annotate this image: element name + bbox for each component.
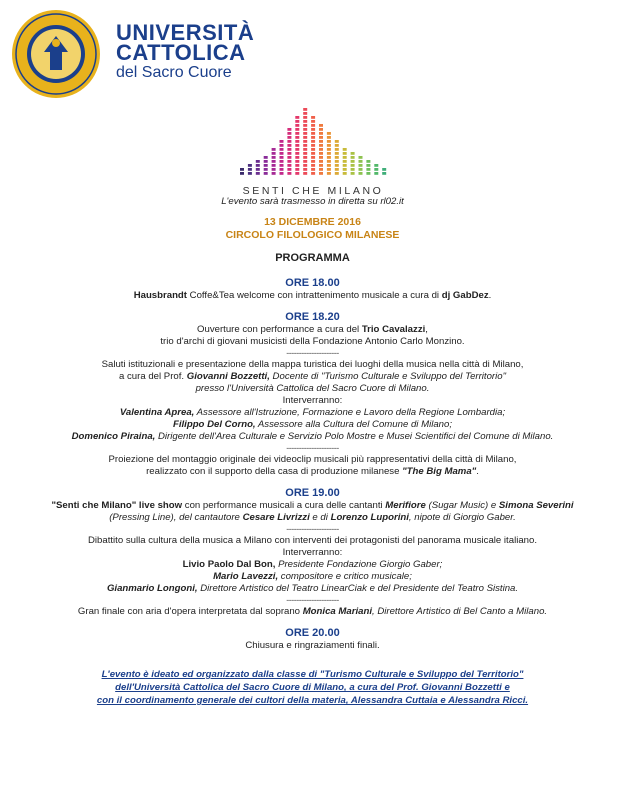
- equalizer-segment: [248, 168, 252, 171]
- equalizer-segment: [303, 160, 307, 163]
- equalizer-segment: [311, 144, 315, 147]
- equalizer-segment: [366, 168, 370, 171]
- speaker-role: compositore e critico musicale;: [278, 571, 412, 582]
- equalizer-segment: [327, 168, 331, 171]
- equalizer-segment: [287, 136, 291, 139]
- footer-line2: dell'Università Cattolica del Sacro Cuore di Milano, a cura del Prof. Giovanni Bozzetti e: [115, 682, 510, 693]
- equalizer-segment: [295, 132, 299, 135]
- equalizer-segment: [303, 156, 307, 159]
- equalizer-segment: [295, 160, 299, 163]
- welcome-text: Coffe&Tea welcome con intrattenimento musicale a cura di: [187, 290, 442, 301]
- equalizer-segment: [295, 164, 299, 167]
- equalizer-segment: [295, 148, 299, 151]
- separator: ---------------------: [286, 443, 339, 453]
- equalizer-segment: [303, 140, 307, 143]
- trio-name: Trio Cavalazzi: [361, 324, 426, 335]
- section-2000: [0, 626, 625, 652]
- equalizer-segment: [280, 144, 284, 147]
- broadcast-note: L'evento sarà trasmesso in diretta su rl02.it: [221, 196, 404, 207]
- equalizer-segment: [343, 148, 347, 151]
- label-text: (Sugar Music) e: [425, 500, 499, 511]
- equalizer-segment: [280, 160, 284, 163]
- equalizer-segment: [287, 172, 291, 175]
- equalizer-segment: [303, 152, 307, 155]
- singer-livrizzi: Cesare Livrizzi: [242, 512, 310, 523]
- production-text: realizzato con il supporto della casa di produzione milanese: [146, 466, 403, 477]
- equalizer-segment: [264, 160, 268, 163]
- equalizer-segment: [319, 136, 323, 139]
- equalizer-segment: [287, 156, 291, 159]
- equalizer-segment: [256, 172, 260, 175]
- equalizer-segment: [311, 164, 315, 167]
- production-company: "The Big Mama": [402, 466, 477, 477]
- event-date: 13 DICEMBRE 2016: [264, 216, 361, 228]
- university-header: [10, 8, 310, 100]
- closing-text: Chiusura e ringraziamenti finali.: [245, 640, 380, 651]
- speaker-dal-bon: Livio Paolo Dal Bon,: [182, 559, 276, 570]
- equalizer-segment: [374, 168, 378, 171]
- equalizer-segment: [359, 160, 363, 163]
- equalizer-segment: [311, 124, 315, 127]
- equalizer-segment: [287, 164, 291, 167]
- equalizer-segment: [311, 168, 315, 171]
- equalizer-segment: [319, 148, 323, 151]
- equalizer-segment: [311, 172, 315, 175]
- equalizer-segment: [287, 140, 291, 143]
- equalizer-segment: [335, 152, 339, 155]
- equalizer-segment: [335, 172, 339, 175]
- equalizer-segment: [327, 148, 331, 151]
- separator: ---------------------: [286, 595, 339, 605]
- equalizer-segment: [287, 128, 291, 131]
- equalizer-segment: [264, 168, 268, 171]
- senti-che-milano-logo: [236, 100, 391, 210]
- institution-text: presso l'Università Cattolica del Sacro Cuore di Milano.: [195, 383, 430, 394]
- speaker-role: Direttore Artistico del Teatro LinearCiak e del Presidente del Teatro Sistina.: [197, 583, 519, 594]
- equalizer-segment: [303, 168, 307, 171]
- equalizer-segment: [280, 168, 284, 171]
- speaker-lavezzi: Mario Lavezzi,: [213, 571, 279, 582]
- equalizer-segment: [303, 128, 307, 131]
- equalizer-segment: [264, 164, 268, 167]
- event-venue: CIRCOLO FILOLOGICO MILANESE: [225, 229, 400, 241]
- equalizer-segment: [319, 124, 323, 127]
- equalizer-segment: [319, 152, 323, 155]
- time-1900: ORE 19.00: [285, 487, 340, 499]
- ouverture-text: Ouverture con performance a cura del: [197, 324, 362, 335]
- speakers-label: Interverranno:: [282, 395, 343, 406]
- equalizer-segment: [287, 144, 291, 147]
- equalizer-segment: [295, 124, 299, 127]
- equalizer-segment: [311, 152, 315, 155]
- equalizer-segment: [374, 164, 378, 167]
- footer-line3: con il coordinamento generale dei cultori della materia, Alessandra Cuttaia e Alessandra Ricci.: [96, 695, 529, 706]
- equalizer-segment: [264, 172, 268, 175]
- equalizer-segment: [327, 136, 331, 139]
- equalizer-segment: [295, 144, 299, 147]
- speaker-role: Docente di "Turismo Culturale e Sviluppo del Territorio": [269, 371, 506, 382]
- equalizer-segment: [248, 164, 252, 167]
- equalizer-segment: [319, 128, 323, 131]
- equalizer-segment: [303, 120, 307, 123]
- equalizer-segment: [319, 144, 323, 147]
- separator: ---------------------: [286, 524, 339, 534]
- equalizer-segment: [343, 160, 347, 163]
- equalizer-segment: [256, 164, 260, 167]
- equalizer-segment: [319, 156, 323, 159]
- equalizer-segment: [280, 156, 284, 159]
- equalizer-segment: [248, 172, 252, 175]
- equalizer-segment: [343, 172, 347, 175]
- equalizer-segment: [280, 148, 284, 151]
- equalizer-segment: [351, 152, 355, 155]
- equalizer-segment: [295, 120, 299, 123]
- equalizer-segment: [311, 132, 315, 135]
- equalizer-segment: [272, 164, 276, 167]
- performance-text: con performance musicali a cura delle cantanti: [182, 500, 386, 511]
- equalizer-segment: [327, 172, 331, 175]
- equalizer-segment: [272, 156, 276, 159]
- equalizer-segment: [303, 172, 307, 175]
- university-line1: UNIVERSITÀ: [116, 20, 255, 45]
- equalizer-segment: [319, 168, 323, 171]
- equalizer-segment: [327, 152, 331, 155]
- event-program: [0, 196, 625, 707]
- singer-luporini: Lorenzo Luporini: [330, 512, 409, 523]
- equalizer-segment: [303, 164, 307, 167]
- equalizer-segment: [256, 160, 260, 163]
- equalizer-segment: [335, 140, 339, 143]
- equalizer-segment: [351, 156, 355, 159]
- equalizer-segment: [303, 144, 307, 147]
- speaker-role: Assessore all'Istruzione, Formazione e Lavoro della Regione Lombardia;: [194, 407, 506, 418]
- singer-severini: Simona Severini: [498, 500, 574, 511]
- equalizer-segment: [335, 168, 339, 171]
- equalizer-segment: [303, 148, 307, 151]
- time-2000: ORE 20.00: [285, 627, 340, 639]
- soprano-mariani: Monica Mariani: [302, 606, 372, 617]
- equalizer-segment: [351, 160, 355, 163]
- equalizer-segment: [327, 132, 331, 135]
- equalizer-segment: [295, 128, 299, 131]
- finale-text: Gran finale con aria d'opera interpretata dal soprano: [77, 606, 303, 617]
- equalizer-segment: [240, 168, 244, 171]
- equalizer-segment: [303, 136, 307, 139]
- equalizer-segment: [256, 168, 260, 171]
- equalizer-segment: [272, 148, 276, 151]
- punct: .: [476, 466, 479, 477]
- equalizer-segment: [295, 140, 299, 143]
- equalizer-segment: [295, 156, 299, 159]
- equalizer-segment: [319, 140, 323, 143]
- equalizer-segment: [343, 156, 347, 159]
- speaker-aprea: Valentina Aprea,: [119, 407, 195, 418]
- equalizer-segment: [311, 148, 315, 151]
- equalizer-segment: [311, 160, 315, 163]
- singer-merifiore: Merifiore: [385, 500, 426, 511]
- equalizer-segment: [280, 164, 284, 167]
- trio-description: trio d'archi di giovani musicisti della Fondazione Antonio Carlo Monzino.: [160, 336, 465, 347]
- speaker-role: Dirigente dell'Area Culturale e Servizio Polo Mostre e Musei Scientifici del Comune di Milano.: [155, 431, 554, 442]
- equalizer-segment: [327, 156, 331, 159]
- projection-text: Proiezione del montaggio originale dei videoclip musicali più rappresentativi della città di Milano,: [108, 454, 517, 465]
- equalizer-segment: [303, 108, 307, 111]
- equalizer-segment: [303, 112, 307, 115]
- punct: .: [488, 290, 492, 301]
- equalizer-segment: [287, 132, 291, 135]
- equalizer-segment: [295, 172, 299, 175]
- equalizer-segment: [280, 140, 284, 143]
- equalizer-segment: [382, 168, 386, 171]
- section-1800: [0, 276, 625, 302]
- nephew-text: , nipote di Giorgio Gaber.: [408, 512, 516, 523]
- equalizer-segment: [303, 132, 307, 135]
- equalizer-segment: [311, 128, 315, 131]
- separator: ---------------------: [286, 348, 339, 358]
- equalizer-segment: [280, 152, 284, 155]
- equalizer-segment: [366, 164, 370, 167]
- speaker-piraina: Domenico Piraina,: [71, 431, 156, 442]
- equalizer-segment: [311, 156, 315, 159]
- equalizer-segment: [351, 168, 355, 171]
- university-line2: CATTOLICA: [116, 40, 246, 65]
- equalizer-segment: [311, 116, 315, 119]
- equalizer-segment: [335, 156, 339, 159]
- equalizer-segment: [382, 172, 386, 175]
- equalizer-segment: [366, 160, 370, 163]
- section-1900: [0, 486, 625, 618]
- organizer-footer: [0, 668, 625, 707]
- time-1800: ORE 18.00: [285, 277, 340, 289]
- equalizer-segment: [295, 136, 299, 139]
- equalizer-segment: [303, 116, 307, 119]
- equalizer-segment: [311, 136, 315, 139]
- speaker-role: Presidente Fondazione Giorgio Gaber;: [275, 559, 443, 570]
- equalizer-segment: [335, 148, 339, 151]
- equalizer-segment: [319, 132, 323, 135]
- equalizer-segment: [343, 164, 347, 167]
- equalizer-segment: [359, 164, 363, 167]
- speaker-bozzetti: Giovanni Bozzetti,: [186, 371, 270, 382]
- equalizer-segment: [343, 152, 347, 155]
- equalizer-segment: [359, 156, 363, 159]
- soprano-role: , Direttore Artistico di Bel Canto a Milano.: [372, 606, 548, 617]
- equalizer-segment: [335, 164, 339, 167]
- program-heading: PROGRAMMA: [275, 252, 350, 264]
- university-name: [116, 20, 255, 83]
- equalizer-segment: [272, 172, 276, 175]
- equalizer-segment: [295, 168, 299, 171]
- footer-line1: L'evento è ideato ed organizzato dalla classe di "Turismo Culturale e Sviluppo del Territorio": [101, 669, 524, 680]
- equalizer-segment: [327, 164, 331, 167]
- live-show-title: "Senti che Milano" live show: [51, 500, 183, 511]
- equalizer-segment: [287, 168, 291, 171]
- equalizer-segment: [287, 148, 291, 151]
- greetings-text: Saluti istituzionali e presentazione della mappa turistica dei luoghi della musica nella città di Milano,: [101, 359, 524, 370]
- equalizer-segment: [295, 152, 299, 155]
- label-text: (Pressing Line), del cantautore: [109, 512, 243, 523]
- dj-name: dj GabDez: [441, 290, 489, 301]
- equalizer-segment: [287, 160, 291, 163]
- equalizer-segment: [311, 120, 315, 123]
- equalizer-segment: [319, 172, 323, 175]
- equalizer-segment: [319, 160, 323, 163]
- equalizer-segment: [374, 172, 378, 175]
- speakers-label: Interverranno:: [282, 547, 343, 558]
- equalizer-segment: [359, 172, 363, 175]
- equalizer-segment: [240, 172, 244, 175]
- equalizer-segment: [335, 160, 339, 163]
- equalizer-segment: [295, 116, 299, 119]
- punct: ,: [425, 324, 428, 335]
- equalizer-segment: [366, 172, 370, 175]
- equalizer-segment: [327, 140, 331, 143]
- logo-title: SENTI CHE MILANO: [242, 185, 384, 197]
- equalizer-segment: [311, 140, 315, 143]
- equalizer-segment: [351, 172, 355, 175]
- university-seal-icon: [10, 8, 102, 100]
- time-1820: ORE 18.20: [285, 311, 340, 323]
- brand-hausbrandt: Hausbrandt: [133, 290, 187, 301]
- equalizer-segment: [343, 168, 347, 171]
- equalizer-segment: [272, 168, 276, 171]
- university-line3: del Sacro Cuore: [116, 64, 232, 81]
- section-1820: [0, 310, 625, 478]
- equalizer-segment: [351, 164, 355, 167]
- speaker-longoni: Gianmario Longoni,: [106, 583, 198, 594]
- equalizer-segment: [319, 164, 323, 167]
- equalizer-segment: [287, 152, 291, 155]
- curated-by-text: a cura del Prof.: [119, 371, 187, 382]
- speaker-del-corno: Filippo Del Corno,: [172, 419, 256, 430]
- equalizer-bars-icon: [240, 108, 386, 175]
- equalizer-segment: [272, 152, 276, 155]
- equalizer-segment: [335, 144, 339, 147]
- debate-text: Dibattito sulla cultura della musica a Milano con interventi dei protagonisti del panorama musicale italiano.: [87, 535, 537, 546]
- equalizer-segment: [327, 160, 331, 163]
- conj-text: e di: [309, 512, 331, 523]
- equalizer-segment: [272, 160, 276, 163]
- equalizer-segment: [303, 124, 307, 127]
- speaker-role: Assessore alla Cultura del Comune di Milano;: [255, 419, 453, 430]
- equalizer-segment: [280, 172, 284, 175]
- equalizer-segment: [359, 168, 363, 171]
- equalizer-segment: [264, 156, 268, 159]
- equalizer-segment: [327, 144, 331, 147]
